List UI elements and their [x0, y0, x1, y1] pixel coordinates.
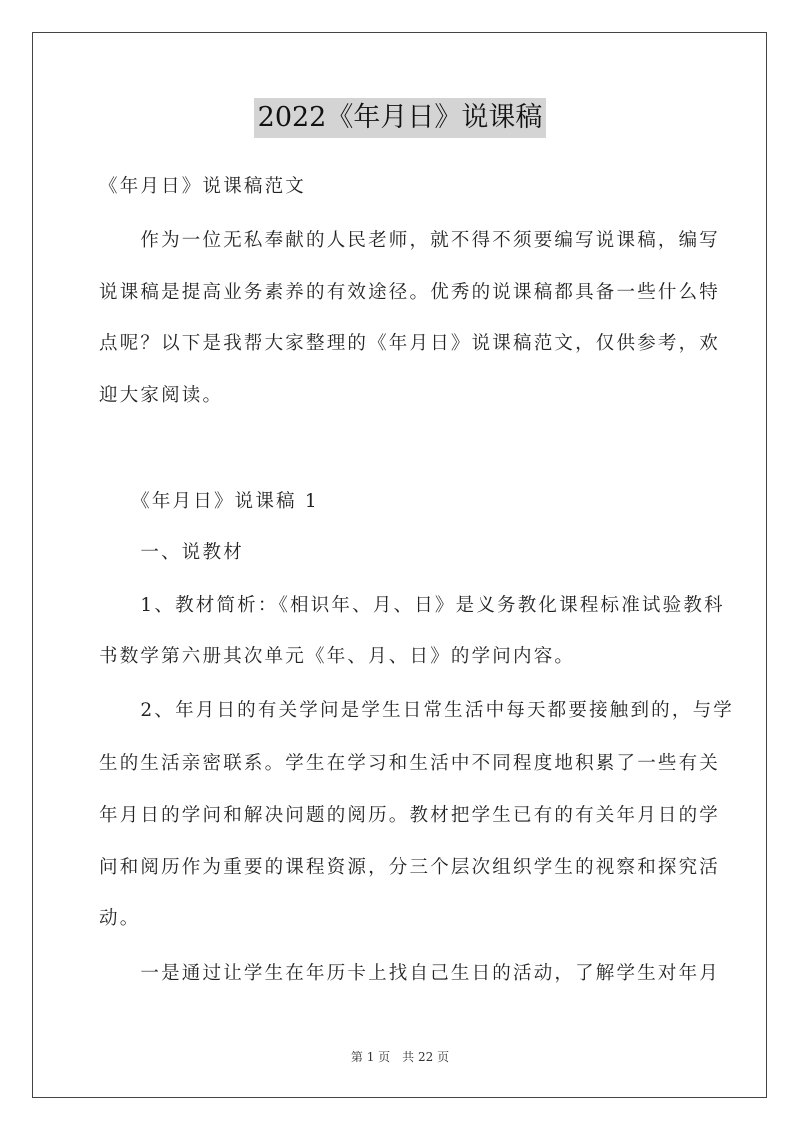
- paragraph-line: 年月日的学问和解决问题的阅历。教材把学生已有的有关年月日的学: [99, 805, 721, 826]
- paragraph-line: 1、教材简析：《相识年、月、日》是义务教化课程标准试验教科: [99, 595, 725, 616]
- paragraph-line: 书数学第六册其次单元《年、月、日》的学问内容。: [99, 646, 576, 667]
- paragraph-line: 动。: [99, 908, 141, 929]
- document-title: 2022《年月日》说课稿: [254, 98, 547, 138]
- section-subheading: 一、说教材: [99, 542, 244, 563]
- paragraph-line: 2、年月日的有关学问是学生日常生活中每天都要接触到的，与学: [99, 700, 734, 721]
- section-heading: 《年月日》说课稿 1: [99, 491, 319, 512]
- page-number-footer: 第 1 页 共 22 页: [350, 1050, 450, 1064]
- paragraph-line: 问和阅历作为重要的课程资源，分三个层次组织学生的视察和探究活: [99, 857, 721, 878]
- title-container: [0, 98, 800, 138]
- paragraph-line: 一是通过让学生在年历卡上找自己生日的活动，了解学生对年月: [99, 963, 721, 984]
- paragraph-line: 生的生活亲密联系。学生在学习和生活中不同程度地积累了一些有关: [99, 753, 721, 774]
- paragraph-line: 迎大家阅读。: [99, 385, 224, 406]
- paragraph-line: 点呢？以下是我帮大家整理的《年月日》说课稿范文，仅供参考，欢: [99, 333, 721, 354]
- subtitle-line: 《年月日》说课稿范文: [99, 176, 307, 197]
- paragraph-line: 作为一位无私奉献的人民老师，就不得不须要编写说课稿，编写: [99, 230, 721, 251]
- paragraph-line: 说课稿是提高业务素养的有效途径。优秀的说课稿都具备一些什么特: [99, 282, 721, 303]
